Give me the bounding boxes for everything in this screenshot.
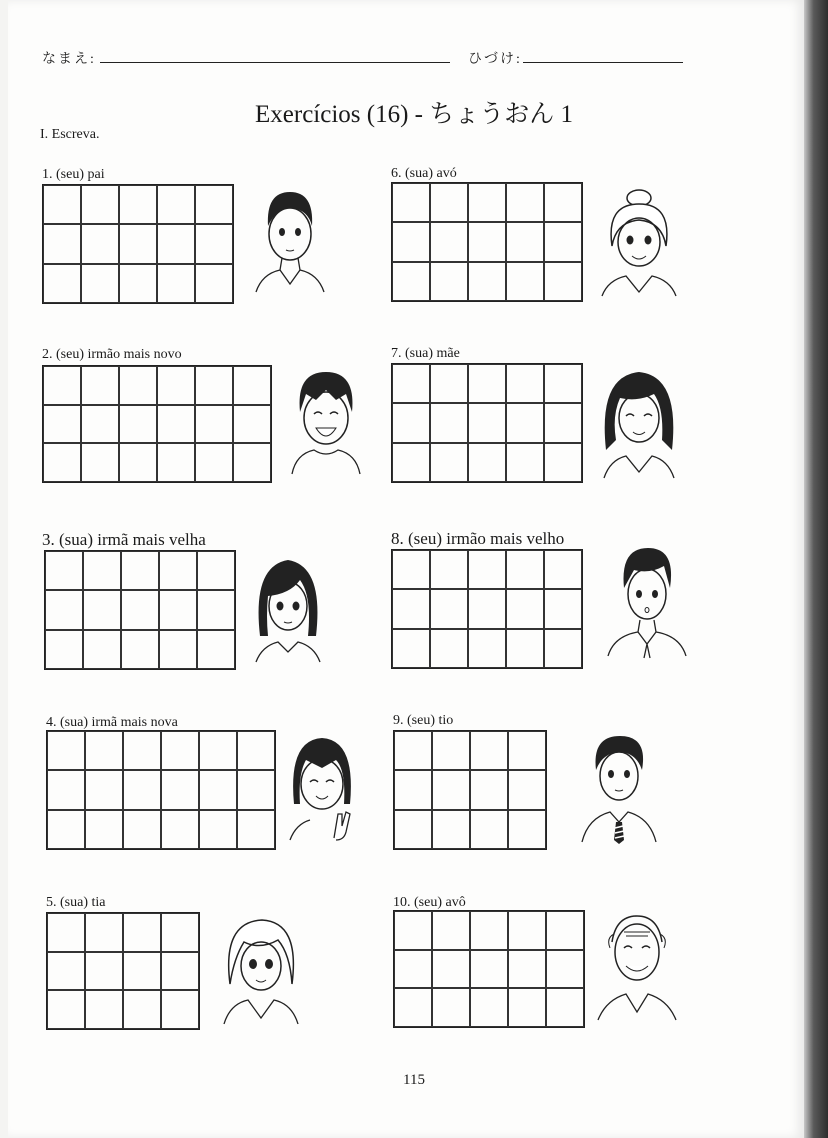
writing-cell[interactable] [159,590,197,629]
writing-cell[interactable] [544,262,582,301]
writing-cell[interactable] [195,224,233,263]
writing-cell[interactable] [392,222,430,261]
writing-cell[interactable] [81,224,119,263]
writing-cell[interactable] [544,443,582,482]
writing-grid[interactable] [393,730,547,850]
writing-cell[interactable] [85,810,123,849]
writing-cell[interactable] [470,911,508,950]
writing-grid[interactable] [46,730,276,850]
writing-cell[interactable] [161,952,199,991]
writing-cell[interactable] [45,630,83,669]
writing-cell[interactable] [468,364,506,403]
writing-cell[interactable] [508,770,546,809]
writing-cell[interactable] [47,810,85,849]
writing-cell[interactable] [508,731,546,770]
writing-grid[interactable] [44,550,236,670]
grandfather-face-icon [594,908,680,1024]
writing-cell[interactable] [432,810,470,849]
writing-cell[interactable] [468,550,506,589]
writing-cell[interactable] [432,950,470,989]
writing-cell[interactable] [161,913,199,952]
exercise-label: 7. (sua) mãe [391,346,460,361]
writing-cell[interactable] [119,264,157,303]
writing-cell[interactable] [508,911,546,950]
writing-cell[interactable] [47,731,85,770]
writing-cell[interactable] [121,551,159,590]
writing-cell[interactable] [508,988,546,1027]
writing-cell[interactable] [161,990,199,1029]
writing-cell[interactable] [83,590,121,629]
writing-grid[interactable] [42,365,272,483]
writing-cell[interactable] [195,405,233,444]
writing-cell[interactable] [43,405,81,444]
writing-cell[interactable] [123,770,161,809]
writing-cell[interactable] [119,405,157,444]
writing-cell[interactable] [233,366,271,405]
writing-cell[interactable] [197,590,235,629]
writing-cell[interactable] [544,629,582,668]
writing-cell[interactable] [506,262,544,301]
writing-cell[interactable] [119,366,157,405]
writing-cell[interactable] [432,911,470,950]
writing-cell[interactable] [43,185,81,224]
writing-cell[interactable] [544,550,582,589]
writing-cell[interactable] [506,364,544,403]
writing-cell[interactable] [43,366,81,405]
writing-cell[interactable] [237,770,275,809]
writing-cell[interactable] [468,262,506,301]
writing-cell[interactable] [544,222,582,261]
writing-cell[interactable] [432,770,470,809]
writing-cell[interactable] [81,185,119,224]
exercise-label: 9. (seu) tio [393,713,454,728]
writing-cell[interactable] [506,443,544,482]
writing-cell[interactable] [392,183,430,222]
writing-cell[interactable] [157,224,195,263]
writing-cell[interactable] [394,988,432,1027]
writing-cell[interactable] [159,551,197,590]
writing-cell[interactable] [159,630,197,669]
writing-cell[interactable] [45,551,83,590]
writing-cell[interactable] [43,443,81,482]
writing-cell[interactable] [85,731,123,770]
writing-cell[interactable] [430,364,468,403]
grandmother-face-icon [598,186,680,298]
exercise-label: 1. (seu) pai [42,167,105,182]
writing-cell[interactable] [157,185,195,224]
writing-cell[interactable] [506,589,544,628]
writing-cell[interactable] [432,731,470,770]
writing-cell[interactable] [233,443,271,482]
exercise-label: 3. (sua) irmã mais velha [42,530,206,549]
writing-cell[interactable] [392,589,430,628]
page-number: 115 [403,1072,425,1088]
younger-brother-face-icon [288,368,364,476]
writing-cell[interactable] [199,770,237,809]
writing-cell[interactable] [199,810,237,849]
writing-cell[interactable] [392,550,430,589]
writing-cell[interactable] [468,403,506,442]
page-title: Exercícios (16) - ちょうおん 1 [255,101,573,128]
writing-cell[interactable] [430,222,468,261]
writing-cell[interactable] [123,913,161,952]
writing-cell[interactable] [85,952,123,991]
writing-grid[interactable] [42,184,234,304]
writing-cell[interactable] [392,262,430,301]
writing-cell[interactable] [430,403,468,442]
writing-cell[interactable] [430,443,468,482]
writing-cell[interactable] [430,629,468,668]
writing-cell[interactable] [123,990,161,1029]
exercise-label: 10. (seu) avô [393,895,466,910]
writing-cell[interactable] [432,988,470,1027]
writing-cell[interactable] [161,731,199,770]
father-face-icon [252,186,328,294]
writing-cell[interactable] [394,950,432,989]
exercise-label: 2. (seu) irmão mais novo [42,347,182,362]
writing-cell[interactable] [392,364,430,403]
writing-cell[interactable] [506,550,544,589]
writing-cell[interactable] [81,366,119,405]
writing-grid[interactable] [391,182,583,302]
writing-cell[interactable] [161,810,199,849]
writing-cell[interactable] [468,589,506,628]
writing-cell[interactable] [47,952,85,991]
writing-cell[interactable] [470,950,508,989]
writing-cell[interactable] [47,913,85,952]
writing-cell[interactable] [430,262,468,301]
writing-cell[interactable] [392,403,430,442]
younger-sister-face-icon [284,734,360,842]
writing-cell[interactable] [506,222,544,261]
exercise-label: 6. (sua) avó [391,166,457,181]
writing-cell[interactable] [195,366,233,405]
writing-grid[interactable] [391,363,583,483]
writing-cell[interactable] [119,185,157,224]
writing-cell[interactable] [157,405,195,444]
writing-cell[interactable] [508,950,546,989]
writing-cell[interactable] [468,629,506,668]
mother-face-icon [598,368,680,480]
writing-cell[interactable] [546,911,584,950]
exercise-label: 8. (seu) irmão mais velho [391,529,565,548]
writing-cell[interactable] [83,551,121,590]
writing-cell[interactable] [394,911,432,950]
name-label: なまえ: [42,52,96,67]
writing-cell[interactable] [546,988,584,1027]
exercise-label: 5. (sua) tia [46,895,106,910]
writing-cell[interactable] [468,222,506,261]
writing-cell[interactable] [85,770,123,809]
writing-cell[interactable] [394,810,432,849]
writing-cell[interactable] [470,810,508,849]
writing-cell[interactable] [121,590,159,629]
writing-cell[interactable] [544,183,582,222]
writing-cell[interactable] [157,366,195,405]
writing-cell[interactable] [544,403,582,442]
writing-cell[interactable] [81,264,119,303]
writing-cell[interactable] [506,403,544,442]
writing-cell[interactable] [392,443,430,482]
writing-cell[interactable] [195,185,233,224]
writing-cell[interactable] [43,224,81,263]
writing-cell[interactable] [197,551,235,590]
writing-cell[interactable] [195,443,233,482]
writing-cell[interactable] [45,590,83,629]
writing-cell[interactable] [506,629,544,668]
writing-cell[interactable] [546,950,584,989]
writing-grid[interactable] [46,912,200,1030]
writing-cell[interactable] [81,443,119,482]
writing-cell[interactable] [123,810,161,849]
writing-cell[interactable] [123,952,161,991]
writing-cell[interactable] [468,183,506,222]
name-field[interactable] [100,62,450,63]
writing-cell[interactable] [47,770,85,809]
writing-grid[interactable] [391,549,583,669]
writing-cell[interactable] [197,630,235,669]
section-heading: I. Escreva. [40,127,100,142]
writing-cell[interactable] [470,731,508,770]
exercise-label: 4. (sua) irmã mais nova [46,715,178,730]
book-spine-shadow [804,0,828,1138]
writing-cell[interactable] [470,770,508,809]
writing-cell[interactable] [394,731,432,770]
writing-cell[interactable] [199,731,237,770]
writing-cell[interactable] [237,731,275,770]
writing-cell[interactable] [508,810,546,849]
writing-cell[interactable] [233,405,271,444]
writing-cell[interactable] [85,990,123,1029]
older-sister-face-icon [250,556,326,664]
date-field[interactable] [523,62,683,63]
writing-cell[interactable] [506,183,544,222]
writing-cell[interactable] [157,264,195,303]
writing-cell[interactable] [392,629,430,668]
writing-cell[interactable] [85,913,123,952]
writing-cell[interactable] [544,364,582,403]
date-label: ひづけ: [468,52,522,67]
writing-cell[interactable] [83,630,121,669]
writing-cell[interactable] [470,988,508,1027]
writing-cell[interactable] [121,630,159,669]
writing-cell[interactable] [394,770,432,809]
writing-cell[interactable] [47,990,85,1029]
writing-cell[interactable] [43,264,81,303]
aunt-face-icon [220,914,302,1026]
writing-cell[interactable] [119,443,157,482]
writing-cell[interactable] [123,731,161,770]
writing-cell[interactable] [430,183,468,222]
writing-cell[interactable] [544,589,582,628]
writing-cell[interactable] [119,224,157,263]
writing-cell[interactable] [81,405,119,444]
writing-cell[interactable] [468,443,506,482]
older-brother-face-icon [604,544,690,660]
writing-cell[interactable] [157,443,195,482]
writing-cell[interactable] [161,770,199,809]
uncle-face-icon [578,732,660,844]
writing-cell[interactable] [430,589,468,628]
writing-grid[interactable] [393,910,585,1028]
writing-cell[interactable] [430,550,468,589]
writing-cell[interactable] [195,264,233,303]
writing-cell[interactable] [237,810,275,849]
